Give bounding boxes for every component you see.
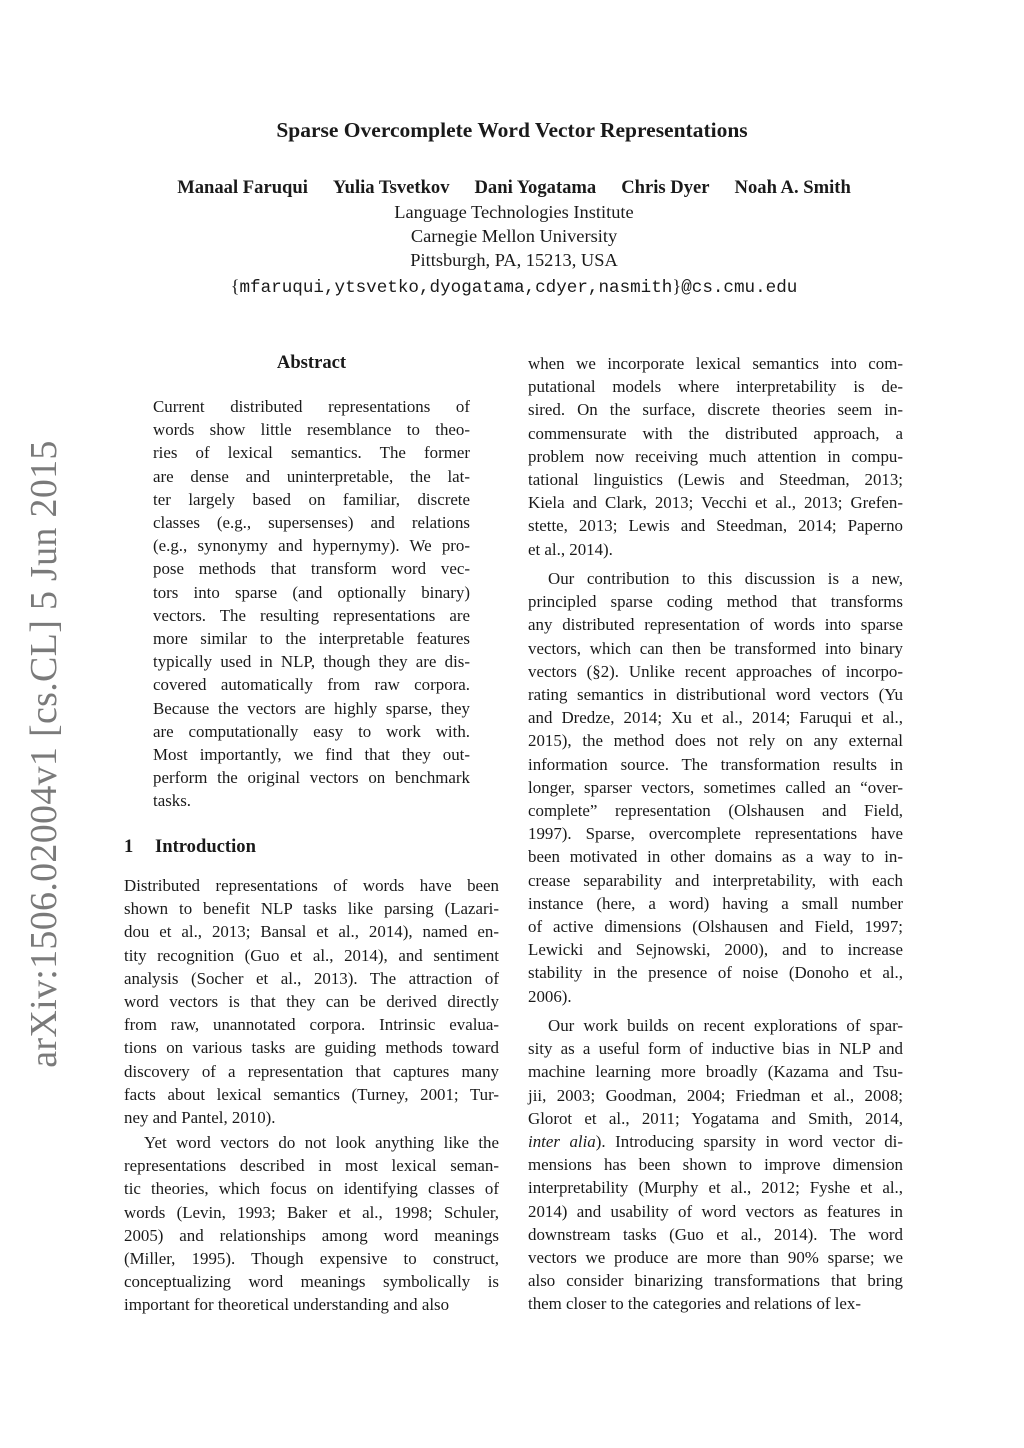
text-line: from raw, unannotated corpora. Intrinsic evalua-: [124, 1015, 499, 1035]
author-emails: [0, 276, 1024, 298]
text-line: vectors (§2). Unlike recent approaches of incorpo-: [528, 661, 903, 681]
text-line: (Miller, 1995). Though expensive to construct,: [124, 1249, 499, 1268]
text-line: Distributed representations of words have been: [124, 876, 499, 895]
text-line: problem now receiving much attention in compu-: [528, 446, 903, 466]
text-line: Most importantly, we find that they out-: [153, 745, 470, 764]
text-line: complete” representation (Olshausen and Field,: [528, 801, 903, 820]
text-line: tic theories, which focus on identifying classes of: [124, 1179, 499, 1199]
text-line: Current distributed representations of: [153, 397, 470, 416]
author-name: Chris Dyer: [621, 177, 710, 198]
text-line: Because the vectors are highly sparse, they: [153, 698, 470, 718]
text-line: also consider binarizing transformations that bring: [528, 1271, 903, 1291]
text-line: of active dimensions (Olshausen and Field, 1997;: [528, 917, 903, 936]
text-line: ries of lexical semantics. The former: [153, 443, 470, 463]
email-brace-open: {: [230, 276, 240, 296]
text-line: stette, 2013; Lewis and Steedman, 2014; Paperno: [528, 516, 903, 536]
text-line: information source. The transformation results in: [528, 754, 903, 774]
paper-title: Sparse Overcomplete Word Vector Representations: [276, 118, 748, 142]
text-line: et al., 2014).: [528, 539, 613, 559]
text-line: downstream tasks (Guo et al., 2014). The word: [528, 1224, 903, 1244]
text-line: commensurate with the distributed approach, a: [528, 423, 903, 443]
text-line: sity as a useful form of inductive bias in NLP and: [528, 1039, 903, 1059]
text-line: stability in the presence of noise (Donoho et al.,: [528, 963, 903, 983]
text-line: interpretability (Murphy et al., 2012; Fyshe et al.,: [528, 1178, 903, 1198]
text-line: are computationally easy to work with.: [153, 721, 470, 741]
text-line: jii, 2003; Goodman, 2004; Friedman et al., 2008;: [528, 1085, 903, 1105]
text-line: covered automatically from raw corpora.: [153, 675, 470, 695]
author-name: Noah A. Smith: [734, 177, 851, 198]
text-line: vectors, which can then be transformed into binary: [528, 638, 903, 658]
text-line: words (Levin, 1993; Baker et al., 1998; Schuler,: [124, 1202, 499, 1222]
text-line: are dense and uninterpretable, the lat-: [153, 466, 470, 486]
text-line: mensions has been shown to improve dimension: [528, 1155, 903, 1175]
email-brace-close: }: [672, 276, 682, 296]
text-line: sired. On the surface, discrete theories seem in-: [528, 400, 903, 420]
text-line: vectors. The resulting representations are: [153, 605, 470, 625]
text-line: important for theoretical understanding and also: [124, 1295, 450, 1315]
author-name: Yulia Tsvetkov: [332, 177, 450, 198]
text-line: typically used in NLP, though they are dis-: [153, 652, 470, 672]
text-line: Kiela and Clark, 2013; Vecchi et al., 2013; Grefen-: [528, 493, 903, 513]
text-line: Glorot et al., 2011; Yogatama and Smith, 2014,: [528, 1108, 903, 1128]
text-line: conceptualizing word meanings symbolically is: [124, 1272, 499, 1292]
author-list: [0, 177, 1024, 199]
text-line: been motivated in other domains as a way to in-: [528, 847, 903, 867]
text-line: and Dredze, 2014; Xu et al., 2014; Faruqui et al.,: [528, 708, 903, 728]
text-line: classes (e.g., supersenses) and relations: [153, 513, 470, 532]
text-line: pose methods that transform word vec-: [153, 559, 470, 579]
section-heading: [124, 836, 256, 858]
text-line: putational models where interpretability is de-: [528, 377, 903, 397]
text-line: [528, 1132, 903, 1152]
text-line: Lewicki and Sejnowski, 2000), and to increase: [528, 940, 903, 960]
text-line: word vectors is that they can be derived directly: [124, 992, 499, 1011]
text-line: principled sparse coding method that transforms: [528, 592, 903, 612]
text-line: shown to benefit NLP tasks like parsing (Lazari-: [124, 899, 499, 919]
text-line: more similar to the interpretable features: [153, 629, 470, 648]
text-line: crease separability and interpretability, with each: [528, 870, 903, 890]
text-line: 2005) and relationships among word meanings: [124, 1225, 499, 1245]
text-line: words show little resemblance to theo-: [153, 420, 470, 440]
text-line: representations described in most lexical seman-: [124, 1156, 499, 1176]
text-line: tions on various tasks are guiding methods toward: [124, 1038, 499, 1058]
arxiv-identifier: arXiv:1506.02004v1 [cs.CL] 5 Jun 2015: [23, 440, 65, 1068]
text-line: analysis (Socher et al., 2013). The attraction of: [124, 968, 499, 988]
text-line: tors into sparse (and optionally binary): [153, 582, 470, 602]
affiliation-address: Pittsburgh, PA, 15213, USA: [410, 250, 618, 270]
text-line: perform the original vectors on benchmark: [153, 768, 470, 788]
affiliation-university: Carnegie Mellon University: [410, 226, 618, 246]
text-line: 2014) and usability of word vectors as features in: [528, 1201, 903, 1221]
text-line: facts about lexical semantics (Turney, 2001; Tur-: [124, 1084, 499, 1104]
text-fragment: ). Introducing sparsity in word vector di-: [595, 1132, 903, 1151]
section-title: Introduction: [155, 836, 256, 857]
author-name: Manaal Faruqui: [177, 177, 308, 198]
affiliation-institute: Language Technologies Institute: [394, 202, 634, 222]
text-line: ter largely based on familiar, discrete: [153, 489, 470, 509]
text-line: 2015), the method does not rely on any external: [528, 731, 903, 751]
email-users: mfaruqui,ytsvetko,dyogatama,cdyer,nasmith: [239, 278, 673, 298]
text-line: Our contribution to this discussion is a new,: [548, 569, 903, 588]
italic-phrase: inter alia: [528, 1132, 596, 1151]
text-line: tational linguistics (Lewis and Steedman, 2013;: [528, 470, 903, 489]
text-line: tity recognition (Guo et al., 2014), and sentiment: [124, 945, 499, 965]
text-line: discovery of a representation that captures many: [124, 1061, 499, 1081]
text-line: instance (here, a word) having a small number: [528, 893, 903, 913]
abstract-heading: Abstract: [276, 352, 347, 373]
text-line: rating semantics in distributional word vectors (Yu: [528, 685, 903, 704]
text-line: Yet word vectors do not look anything like the: [144, 1133, 499, 1152]
text-line: any distributed representation of words into sparse: [528, 615, 903, 635]
text-line: when we incorporate lexical semantics into com-: [528, 354, 903, 373]
text-line: dou et al., 2013; Bansal et al., 2014), named en-: [124, 922, 499, 942]
text-line: 2006).: [528, 986, 572, 1006]
section-number: 1: [124, 836, 134, 857]
text-line: tasks.: [153, 791, 192, 811]
text-line: ney and Pantel, 2010).: [124, 1108, 276, 1127]
text-line: (e.g., synonymy and hypernymy). We pro-: [153, 536, 470, 556]
text-line: 1997). Sparse, overcomplete representations have: [528, 824, 903, 844]
text-line: vectors we produce are more than 90% sparse; we: [528, 1248, 903, 1267]
text-line: longer, sparser vectors, sometimes called an “over-: [528, 777, 903, 797]
text-line: Our work builds on recent explorations of spar-: [548, 1016, 903, 1035]
author-name: Dani Yogatama: [474, 177, 597, 198]
email-domain: @cs.cmu.edu: [681, 278, 798, 298]
text-line: machine learning more broadly (Kazama and Tsu-: [528, 1062, 903, 1082]
text-line: them closer to the categories and relations of lex-: [528, 1294, 861, 1314]
